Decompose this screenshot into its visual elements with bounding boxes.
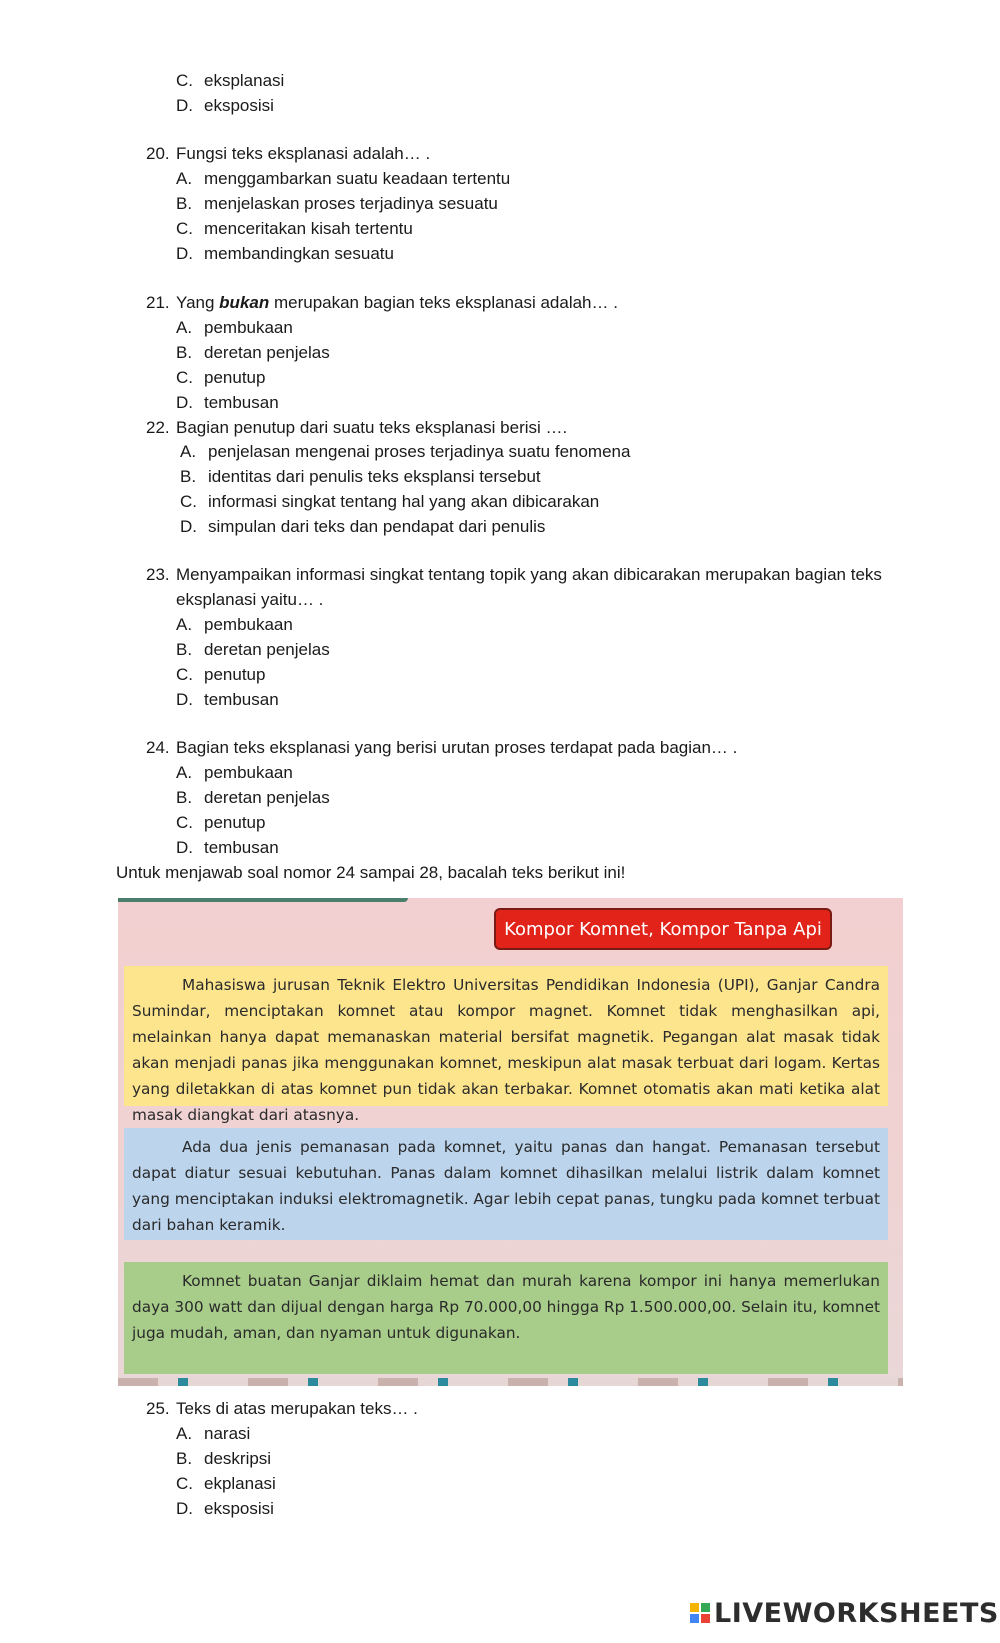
option-text: ekplanasi xyxy=(204,1474,276,1493)
logo-square xyxy=(701,1614,710,1623)
question-text: Bagian teks eksplanasi yang berisi urutan proses terdapat pada bagian… . xyxy=(176,738,738,757)
option-letter: C. xyxy=(176,71,193,90)
option-letter: D. xyxy=(176,690,193,709)
option-letter: D. xyxy=(176,96,193,115)
question-text: Bagian penutup dari suatu teks eksplanasi berisi …. xyxy=(176,418,568,437)
option-c[interactable] xyxy=(180,491,599,513)
option-text: tembusan xyxy=(204,838,279,857)
option-letter: A. xyxy=(176,615,193,634)
option-letter: C. xyxy=(180,492,197,511)
option-b[interactable] xyxy=(176,639,330,661)
question-25 xyxy=(146,1398,418,1420)
option-text: pembukaan xyxy=(204,318,293,337)
option-letter: A. xyxy=(176,763,193,782)
option-text: menjelaskan proses terjadinya sesuatu xyxy=(204,194,498,213)
option-b[interactable] xyxy=(176,787,330,809)
option-letter: C. xyxy=(176,1474,193,1493)
option-text: penutup xyxy=(204,665,266,684)
option-text: deskripsi xyxy=(204,1449,272,1468)
question-number: 20. xyxy=(146,144,170,163)
option-letter: D. xyxy=(180,517,197,536)
option-letter: B. xyxy=(176,343,193,362)
option-text: eksplanasi xyxy=(204,71,285,90)
option-text: eksposisi xyxy=(204,96,274,115)
option-letter: A. xyxy=(176,169,193,188)
option-text: deretan penjelas xyxy=(204,343,330,362)
option-d[interactable] xyxy=(176,689,279,711)
option-text: penutup xyxy=(204,368,266,387)
liveworksheets-logo xyxy=(690,1597,999,1629)
option-letter: D. xyxy=(176,244,193,263)
option-d[interactable] xyxy=(180,516,545,538)
decorative-border xyxy=(118,1378,903,1386)
question-number: 21. xyxy=(146,293,170,312)
passage-paragraph-2: Ada dua jenis pemanasan pada komnet, yaitu panas dan hangat. Pemanasan tersebut dapat diatur sesuai kebutuhan. Panas dalam komnet dihasilkan melalui listrik dalam komnet yang menciptakan induksi elektromagnetik. Agar lebih cepat panas, tungku pada komnet terbuat dari bahan keramik. xyxy=(124,1128,888,1240)
decorative-line xyxy=(118,898,408,902)
passage-title: Kompor Komnet, Kompor Tanpa Api xyxy=(494,908,832,950)
option-b[interactable] xyxy=(176,193,498,215)
question-text-continued: eksplanasi yaitu… . xyxy=(176,590,324,609)
reading-passage xyxy=(118,898,903,1386)
option-d[interactable] xyxy=(176,1498,274,1520)
option-c[interactable] xyxy=(176,664,265,686)
option-a[interactable] xyxy=(176,168,510,190)
option-text: penjelasan mengenai proses terjadinya suatu fenomena xyxy=(208,442,631,461)
option-text: pembukaan xyxy=(204,615,293,634)
option-letter: D. xyxy=(176,1499,193,1518)
option-letter: B. xyxy=(176,1449,193,1468)
passage-paragraph-1: Mahasiswa jurusan Teknik Elektro Universitas Pendidikan Indonesia (UPI), Ganjar Candra Sumindar, menciptakan komnet atau kompor magnet. Komnet tidak menghasilkan api, melainkan hanya dapat memanaskan material bersifat magnetik. Pegangan alat masak tidak akan menjadi panas jika menggunakan komnet, meskipun alat masak terbuat dari logam. Kertas yang diletakkan di atas komnet pun tidak akan terbakar. Komnet otomatis akan mati ketika alat masak diangkat dari atasnya. xyxy=(124,966,888,1106)
question-text: merupakan bagian teks eksplanasi adalah… . xyxy=(269,293,618,312)
question-text: Teks di atas merupakan teks… . xyxy=(176,1399,418,1418)
option-c[interactable] xyxy=(176,70,284,92)
option-c[interactable] xyxy=(176,218,413,240)
option-d[interactable] xyxy=(176,392,279,414)
option-a[interactable] xyxy=(176,1423,250,1445)
option-a[interactable] xyxy=(180,441,630,463)
option-text: simpulan dari teks dan pendapat dari penulis xyxy=(208,517,546,536)
logo-mark-icon xyxy=(690,1603,710,1623)
option-text: membandingkan sesuatu xyxy=(204,244,394,263)
option-d[interactable] xyxy=(176,837,279,859)
question-text: Fungsi teks eksplanasi adalah… . xyxy=(176,144,431,163)
option-d[interactable] xyxy=(176,95,274,117)
option-letter: B. xyxy=(176,788,193,807)
question-22 xyxy=(146,417,567,439)
option-b[interactable] xyxy=(180,466,541,488)
question-number: 25. xyxy=(146,1399,170,1418)
question-21 xyxy=(146,292,618,314)
option-letter: C. xyxy=(176,368,193,387)
option-letter: B. xyxy=(176,640,193,659)
option-letter: C. xyxy=(176,665,193,684)
question-text: Menyampaikan informasi singkat tentang topik yang akan dibicarakan merupakan bagian teks xyxy=(176,565,882,584)
logo-square xyxy=(701,1603,710,1612)
option-letter: A. xyxy=(176,318,193,337)
question-number: 24. xyxy=(146,738,170,757)
option-c[interactable] xyxy=(176,1473,276,1495)
question-20 xyxy=(146,143,430,165)
option-text: eksposisi xyxy=(204,1499,274,1518)
option-text: deretan penjelas xyxy=(204,788,330,807)
option-b[interactable] xyxy=(176,342,330,364)
question-number: 22. xyxy=(146,418,170,437)
option-c[interactable] xyxy=(176,812,265,834)
option-letter: C. xyxy=(176,219,193,238)
option-c[interactable] xyxy=(176,367,265,389)
option-letter: B. xyxy=(180,467,197,486)
option-text: informasi singkat tentang hal yang akan dibicarakan xyxy=(208,492,600,511)
question-text: Yang xyxy=(176,293,220,312)
option-a[interactable] xyxy=(176,614,293,636)
option-text: deretan penjelas xyxy=(204,640,330,659)
logo-square xyxy=(690,1603,699,1612)
option-d[interactable] xyxy=(176,243,394,265)
option-letter: B. xyxy=(176,194,193,213)
question-emphasis: bukan xyxy=(219,293,270,312)
question-number: 23. xyxy=(146,565,170,584)
option-text: menggambarkan suatu keadaan tertentu xyxy=(204,169,511,188)
option-text: tembusan xyxy=(204,690,279,709)
option-letter: A. xyxy=(180,442,197,461)
option-a[interactable] xyxy=(176,317,293,339)
option-text: penutup xyxy=(204,813,266,832)
option-b[interactable] xyxy=(176,1448,271,1470)
passage-paragraph-3: Komnet buatan Ganjar diklaim hemat dan murah karena kompor ini hanya memerlukan daya 300 watt dan dijual dengan harga Rp 70.000,00 hingga Rp 1.500.000,00. Selain itu, komnet juga mudah, aman, dan nyaman untuk digunakan. xyxy=(124,1262,888,1374)
option-letter: A. xyxy=(176,1424,193,1443)
logo-wordmark: LIVEWORKSHEETS xyxy=(714,1597,999,1629)
option-letter: C. xyxy=(176,813,193,832)
option-text: menceritakan kisah tertentu xyxy=(204,219,413,238)
option-a[interactable] xyxy=(176,762,293,784)
logo-square xyxy=(690,1614,699,1623)
option-text: identitas dari penulis teks eksplansi tersebut xyxy=(208,467,541,486)
option-letter: D. xyxy=(176,838,193,857)
reading-instruction: Untuk menjawab soal nomor 24 sampai 28, bacalah teks berikut ini! xyxy=(116,863,626,882)
question-24 xyxy=(146,737,737,759)
option-text: pembukaan xyxy=(204,763,293,782)
option-letter: D. xyxy=(176,393,193,412)
option-text: narasi xyxy=(204,1424,251,1443)
question-23 xyxy=(146,564,882,586)
option-text: tembusan xyxy=(204,393,279,412)
